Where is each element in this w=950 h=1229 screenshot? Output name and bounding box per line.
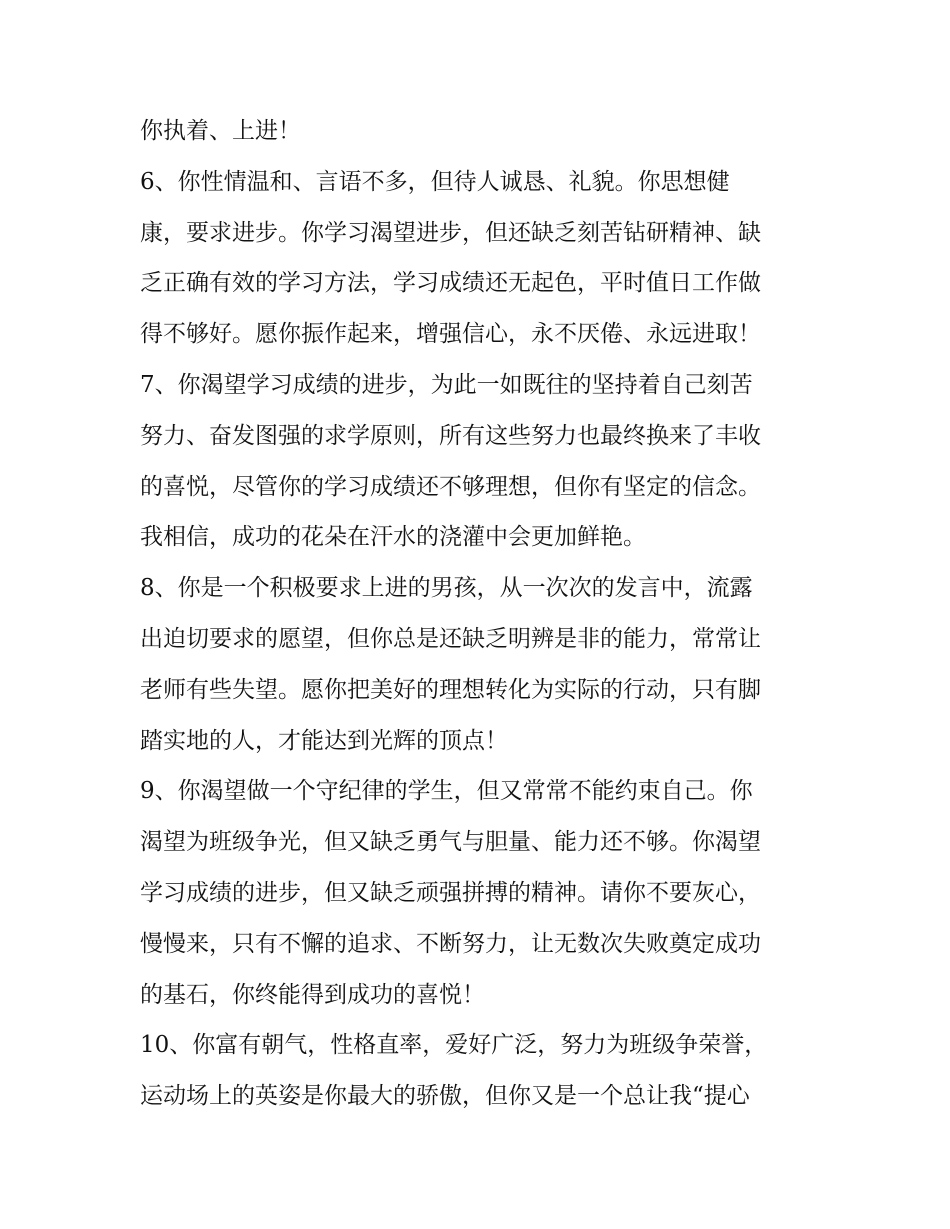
text-line: 的喜悦，尽管你的学习成绩还不够理想，但你有坚定的信念。 [140, 473, 761, 500]
text-line: 的基石，你终能得到成功的喜悦！ [140, 981, 485, 1008]
text-line: 8、你是一个积极要求上进的男孩，从一次次的发言中，流露 [140, 575, 753, 602]
text-line: 10、你富有朝气，性格直率，爱好广泛，努力为班级争荣誉， [140, 1032, 768, 1059]
text-line: 9、你渴望做一个守纪律的学生，但又常常不能约束自己。你 [140, 778, 753, 805]
text-line: 努力、奋发图强的求学原则，所有这些努力也最终换来了丰收 [140, 422, 761, 449]
text-line: 出迫切要求的愿望，但你总是还缺乏明辨是非的能力，常常让 [140, 625, 761, 652]
text-line: 学习成绩的进步，但又缺乏顽强拼搏的精神。请你不要灰心， [140, 879, 761, 906]
text-line: 康，要求进步。你学习渴望进步，但还缺乏刻苦钻研精神、缺 [140, 219, 761, 246]
text-line: 慢慢来，只有不懈的追求、不断努力，让无数次失败奠定成功 [140, 930, 761, 957]
text-line: 我相信，成功的花朵在汗水的浇灌中会更加鲜艳。 [140, 524, 646, 551]
text-line: 老师有些失望。愿你把美好的理想转化为实际的行动，只有脚 [140, 676, 761, 703]
text-line: 渴望为班级争光，但又缺乏勇气与胆量、能力还不够。你渴望 [140, 829, 761, 856]
text-line: 你执着、上进！ [140, 118, 301, 144]
text-line: 得不够好。愿你振作起来，增强信心，永不厌倦、永远进取！ [140, 321, 761, 348]
text-line: 乏正确有效的学习方法，学习成绩还无起色，平时值日工作做 [140, 270, 761, 297]
document-body [140, 106, 820, 1122]
text-line: 6、你性情温和、言语不多，但待人诚恳、礼貌。你思想健 [140, 168, 730, 195]
text-line: 7、你渴望学习成绩的进步，为此一如既往的坚持着自己刻苦 [140, 371, 753, 398]
text-line: 运动场上的英姿是你最大的骄傲，但你又是一个总让我“提心 [140, 1083, 750, 1110]
text-line: 踏实地的人，才能达到光辉的顶点！ [140, 727, 508, 754]
